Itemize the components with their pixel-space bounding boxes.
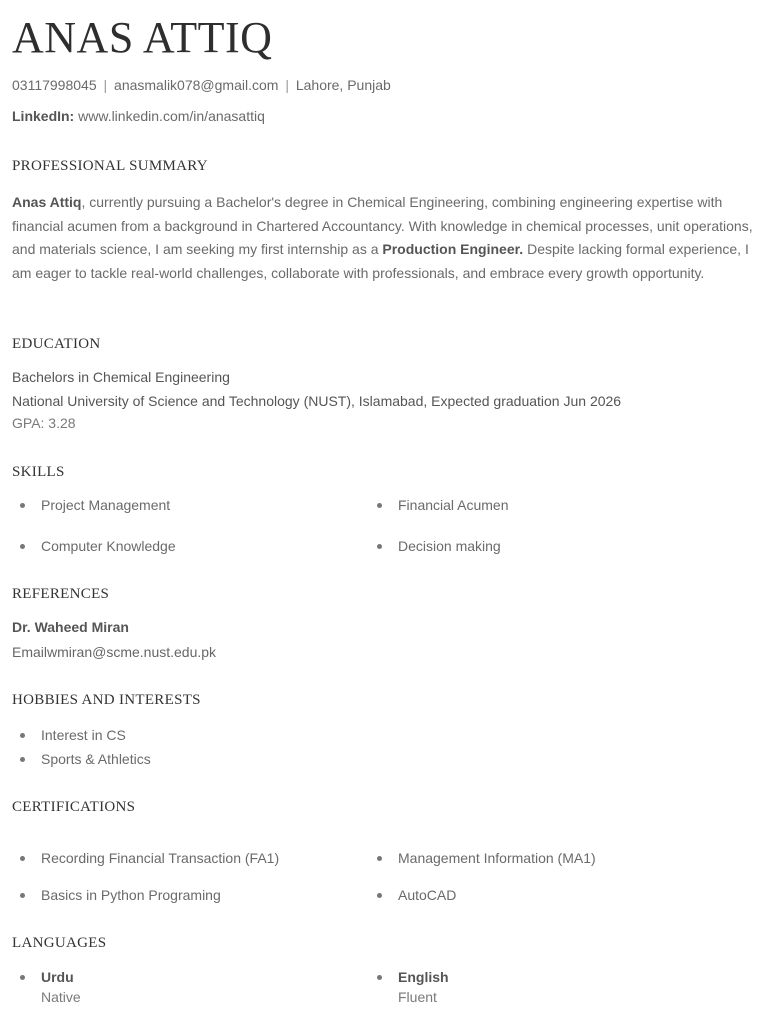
bullet-icon (20, 733, 25, 738)
skill-label: Computer Knowledge (41, 538, 176, 554)
hobby-label: Interest in CS (41, 727, 126, 743)
reference-email: Emailwmiran@scme.nust.edu.pk (12, 644, 217, 660)
hobby-label: Sports & Athletics (41, 751, 151, 767)
hobby-item (41, 725, 126, 745)
language-level: Native (41, 989, 81, 1005)
certifications-heading: CERTIFICATIONS (12, 799, 136, 815)
summary-role: Production Engineer. (382, 241, 524, 257)
bullet-icon (20, 544, 25, 549)
reference-name: Dr. Waheed Miran (12, 619, 129, 635)
phone-number: 03117998045 (12, 77, 97, 93)
certification-item (398, 885, 456, 905)
summary-heading: PROFESSIONAL SUMMARY (12, 158, 208, 174)
certification-label: AutoCAD (398, 887, 457, 903)
skill-item (41, 536, 176, 556)
language-level: Fluent (398, 989, 437, 1005)
summary-name: Anas Attiq (12, 194, 82, 210)
language-name: English (398, 969, 449, 985)
candidate-name: ANAS ATTIQ (12, 13, 273, 62)
bullet-icon (20, 893, 25, 898)
bullet-icon (20, 856, 25, 861)
hobby-item (41, 749, 151, 769)
skill-label: Decision making (398, 538, 501, 554)
certification-label: Basics in Python Programing (41, 887, 221, 903)
education-institution: National University of Science and Technology (NUST), Islamabad, Expected graduation Jun 2026 (12, 393, 622, 409)
linkedin-line (12, 106, 265, 126)
email-address: anasmalik078@gmail.com (114, 77, 279, 93)
separator: | (103, 77, 108, 93)
skill-item (398, 536, 501, 556)
bullet-icon (377, 975, 382, 980)
bullet-icon (377, 856, 382, 861)
hobbies-heading: HOBBIES AND INTERESTS (12, 692, 201, 708)
certification-label: Recording Financial Transaction (FA1) (41, 850, 280, 866)
summary-text-2: Despite lacking formal experience, I am eager to tackle real-world challenges, collaborate with professionals, and embrace every growth opportunity. (12, 241, 749, 281)
certification-item (41, 848, 279, 868)
education-degree: Bachelors in Chemical Engineering (12, 369, 230, 385)
contact-line (12, 75, 391, 95)
summary-paragraph (12, 191, 760, 285)
linkedin-url: www.linkedin.com/in/anasattiq (78, 108, 265, 124)
language-item (398, 967, 449, 1007)
certification-label: Management Information (MA1) (398, 850, 596, 866)
skill-item (41, 495, 170, 515)
skill-label: Financial Acumen (398, 497, 509, 513)
bullet-icon (377, 544, 382, 549)
separator: | (285, 77, 289, 93)
language-name: Urdu (41, 969, 74, 985)
languages-heading: LANGUAGES (12, 935, 107, 951)
references-heading: REFERENCES (12, 586, 110, 602)
language-item (41, 967, 81, 1007)
certification-item (41, 885, 221, 905)
certification-item (398, 848, 596, 868)
skills-heading: SKILLS (12, 464, 65, 480)
bullet-icon (20, 975, 25, 980)
bullet-icon (377, 893, 382, 898)
skill-label: Project Management (41, 497, 171, 513)
location: Lahore, Punjab (295, 77, 391, 93)
education-gpa: GPA: 3.28 (12, 415, 76, 431)
bullet-icon (20, 757, 25, 762)
bullet-icon (20, 503, 25, 508)
bullet-icon (377, 503, 382, 508)
summary-text-1: , currently pursuing a Bachelor's degree in Chemical Engineering, combining engineering expertise with financial acumen from a background in Chartered Accountancy. With knowledge in chemical processes, unit operations, and materials science, I am seeking my first internship as a (12, 194, 753, 257)
education-heading: EDUCATION (12, 336, 101, 352)
skill-item (398, 495, 509, 515)
linkedin-label: LinkedIn: (12, 108, 75, 124)
